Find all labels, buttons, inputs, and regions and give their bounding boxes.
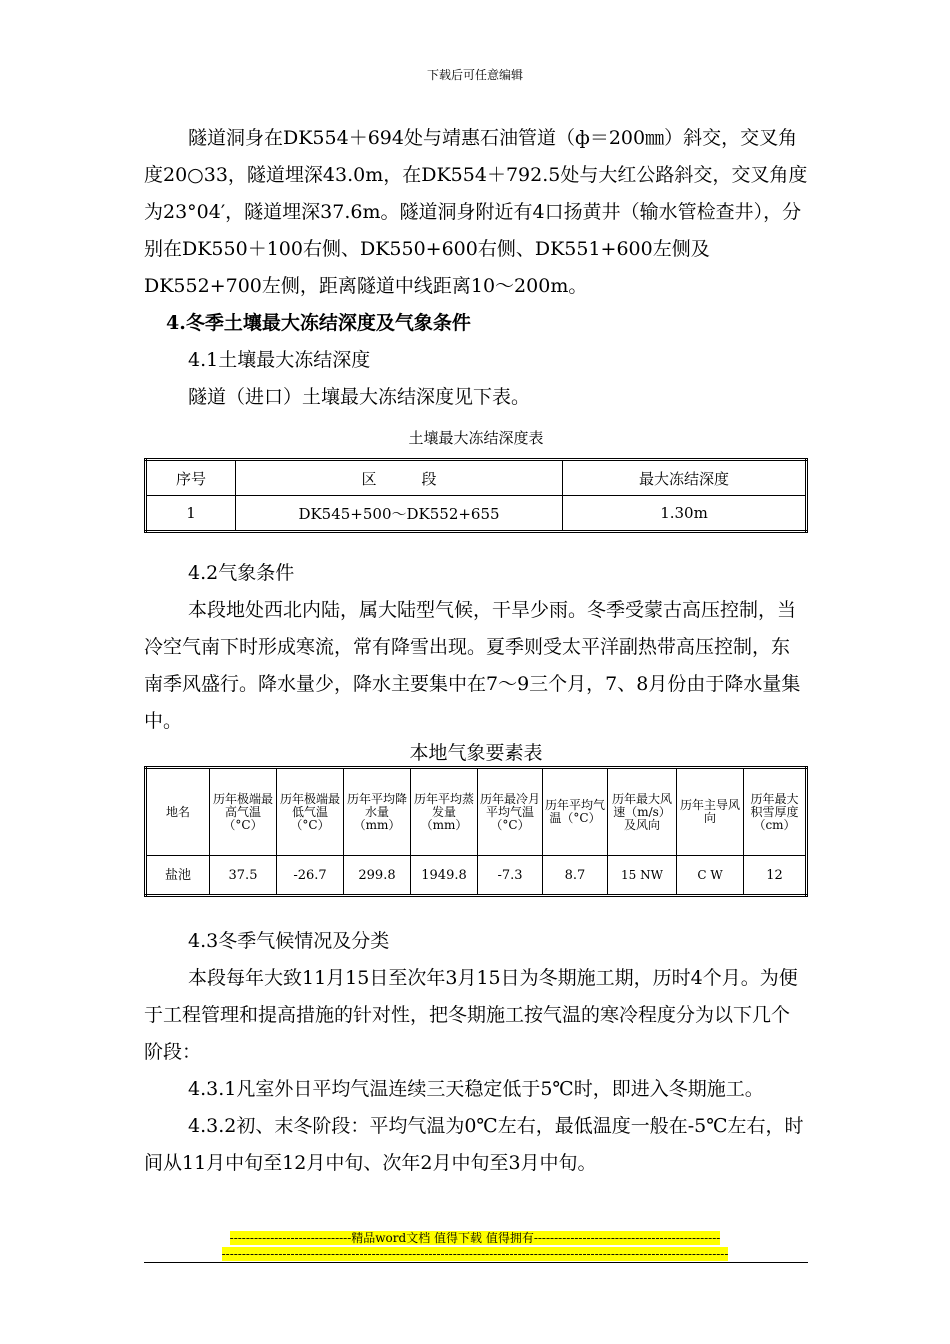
table-cell: C W [677, 856, 744, 896]
table-header-cell: 历年平均降水量（mm） [344, 768, 411, 856]
table-header-cell: 历年平均蒸发量（mm） [411, 768, 478, 856]
table-cell: -26.7 [277, 856, 344, 896]
subsection-heading-4-3: 4.3冬季气候情况及分类 [188, 930, 390, 952]
table-cell: 1 [146, 496, 236, 532]
document-body [144, 120, 808, 1182]
paragraph-4-2: 本段地处西北内陆，属大陆型气候，干旱少雨。冬季受蒙古高压控制，当冷空气南下时形成寒流，常有降雪出现。夏季则受太平洋副热带高压控制，东南季风盛行。降水量少，降水主要集中在7～9三个月，7、8月份由于降水量集中。 [144, 599, 801, 732]
table-header-cell: 历年最大风速（m/s）及风向 [608, 768, 677, 856]
table-header-cell: 区 段 [236, 460, 563, 496]
table-cell: DK545+500～DK552+655 [236, 496, 563, 532]
table-header-row [146, 460, 807, 496]
page-header: 下载后可任意编辑 [426, 68, 523, 82]
table1-caption: 土壤最大冻结深度表 [408, 429, 544, 447]
paragraph-4-3: 本段每年大致11月15日至次年3月15日为冬期施工期，历时4个月。为便于工程管理和提高措施的针对性，把冬期施工按气温的寒冷程度分为以下几个阶段： [144, 967, 798, 1063]
table-cell: -7.3 [478, 856, 543, 896]
table2-caption: 本地气象要素表 [409, 742, 543, 764]
page-footer [0, 1230, 950, 1262]
table-cell: 1.30m [563, 496, 807, 532]
table-row [146, 496, 807, 532]
paragraph-4-3-2: 4.3.2初、末冬阶段：平均气温为0℃左右，最低温度一般在-5℃左右，时间从11月中旬至12月中旬、次年2月中旬至3月中旬。 [144, 1115, 804, 1174]
table-header-cell: 历年最大积雪厚度（cm） [744, 768, 807, 856]
table-cell: 1949.8 [411, 856, 478, 896]
footer-line-1: ------------------------------精品word文档 值得下载 值得拥有---------------------------------------------- [229, 1231, 721, 1245]
table-cell: 15 NW [608, 856, 677, 896]
table-header-cell: 地名 [146, 768, 210, 856]
table-cell: 299.8 [344, 856, 411, 896]
subsection-heading-4-1: 4.1土壤最大冻结深度 [188, 349, 371, 371]
table-header-cell: 历年平均气温（°C） [543, 768, 608, 856]
table-cell: 盐池 [146, 856, 210, 896]
subsection-heading-4-2: 4.2气象条件 [188, 562, 295, 584]
table-header-cell: 历年最冷月平均气温（°C） [478, 768, 543, 856]
frost-depth-table [144, 458, 808, 533]
footer-divider [144, 1262, 808, 1263]
table-header-row [146, 768, 807, 856]
table-header-cell: 最大冻结深度 [563, 460, 807, 496]
paragraph-tunnel-crossing: 隧道洞身在DK554＋694处与靖惠石油管道（ф＝200㎜）斜交，交叉角度20○33，隧道埋深43.0m，在DK554＋792.5处与大红公路斜交，交叉角度为23°04′，隧道埋深37.6m。隧道洞身附近有4口扬黄井（输水管检查井），分别在DK550＋100右侧、DK550+600右侧、DK551+600左侧及DK552+700左侧，距离隧道中线距离10～200m。 [144, 127, 808, 297]
table-header-cell: 历年极端最高气温（°C） [210, 768, 277, 856]
table-cell: 8.7 [543, 856, 608, 896]
table-row [146, 856, 807, 896]
table-header-cell: 历年主导风向 [677, 768, 744, 856]
table-header-cell: 序号 [146, 460, 236, 496]
table-cell: 12 [744, 856, 807, 896]
climate-table [144, 766, 808, 897]
footer-line-2: ----------------------------------------------------------------------------------------------------------------------------- [221, 1247, 729, 1261]
paragraph-4-1: 隧道（进口）土壤最大冻结深度见下表。 [188, 386, 531, 408]
paragraph-4-3-1: 4.3.1凡室外日平均气温连续三天稳定低于5℃时，即进入冬期施工。 [188, 1078, 764, 1100]
table-cell: 37.5 [210, 856, 277, 896]
section-heading-4: 4.冬季土壤最大冻结深度及气象条件 [166, 312, 471, 334]
table-header-cell: 历年极端最低气温（°C） [277, 768, 344, 856]
